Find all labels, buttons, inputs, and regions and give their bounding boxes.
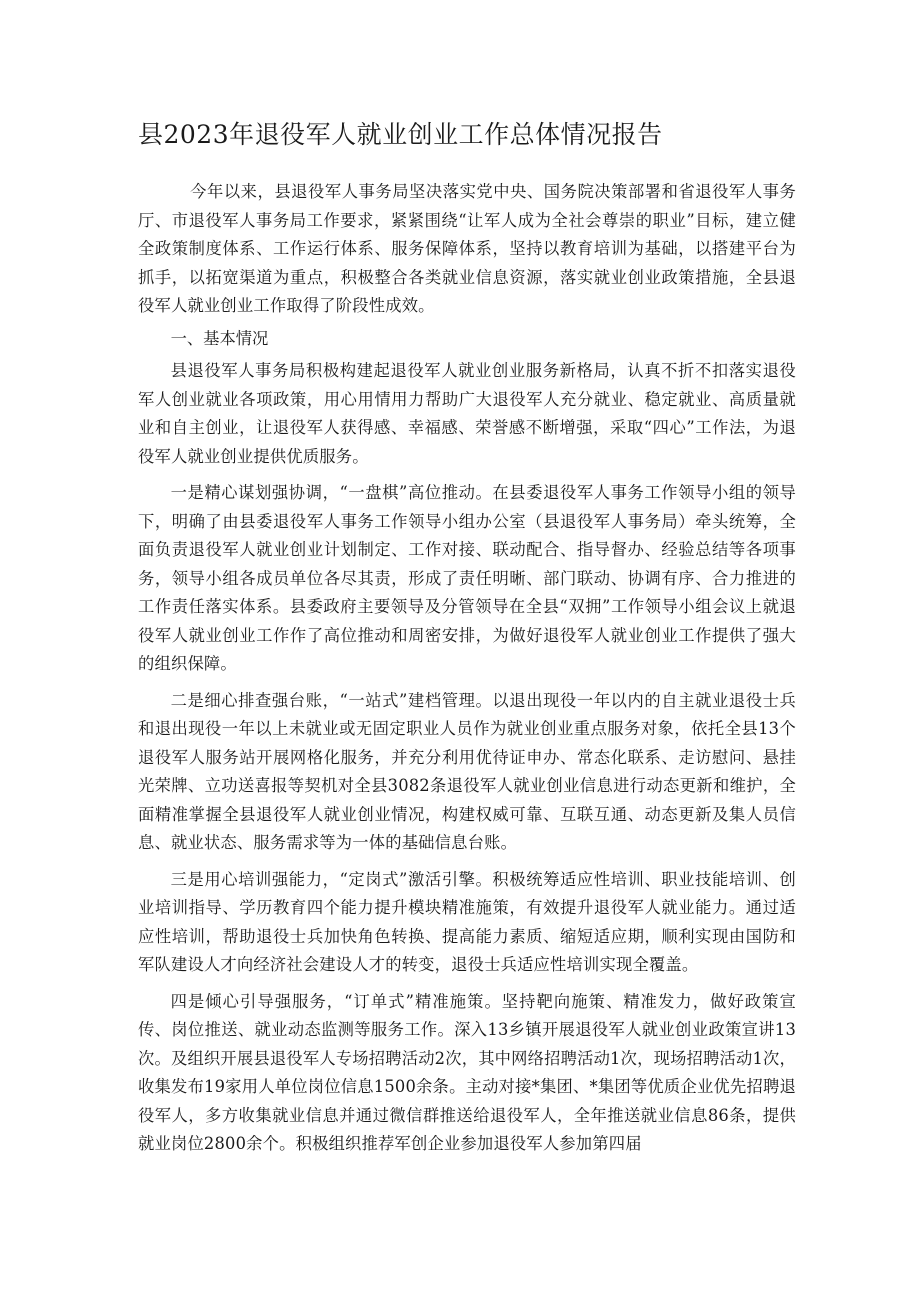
document-page [138,118,796,1159]
overview-paragraph: 县退役军人事务局积极构建起退役军人就业创业服务新格局，认真不折不扣落实退役军人创业就业各项政策，用心用情用力帮助广大退役军人充分就业、稳定就业、高质量就业和自主创业，让退役军人获得感、幸福感、荣誉感不断增强，采取“四心”工作法，为退役军人就业创业提供优质服务。 [138,361,796,466]
document-title: 县2023年退役军人就业创业工作总体情况报告 [138,120,663,149]
point-one-paragraph: 一是精心谋划强协调，“一盘棋”高位推动。在县委退役军人事务工作领导小组的领导下，明确了由县委退役军人事务工作领导小组办公室（县退役军人事务局）牵头统筹，全面负责退役军人就业创业计划制定、工作对接、联动配合、指导督办、经验总结等各项事务，领导小组各成员单位各尽其责，形成了责任明晰、部门联动、协调有序、合力推进的工作责任落实体系。县委政府主要领导及分管领导在全县“双拥”工作领导小组会议上就退役军人就业创业工作作了高位推动和周密安排，为做好退役军人就业创业工作提供了强大的组织保障。 [138,483,796,673]
section-heading-basic-situation: 一、基本情况 [170,328,269,348]
point-two-paragraph: 二是细心排查强台账，“一站式”建档管理。以退出现役一年以内的自主就业退役士兵和退出现役一年以上未就业或无固定职业人员作为就业创业重点服务对象，依托全县13个退役军人服务站开展网格化服务，并充分利用优待证申办、常态化联系、走访慰问、悬挂光荣牌、立功送喜报等契机对全县3082条退役军人就业创业信息进行动态更新和维护，全面精准掌握全县退役军人就业创业情况，构建权威可靠、互联互通、动态更新及集人员信息、就业状态、服务需求等为一体的基础信息台账。 [138,690,796,852]
point-four-paragraph: 四是倾心引导强服务，“订单式”精准施策。坚持靶向施策、精准发力，做好政策宣传、岗位推送、就业动态监测等服务工作。深入13乡镇开展退役军人就业创业政策宣讲13次。及组织开展县退役军人专场招聘活动2次，其中网络招聘活动1次，现场招聘活动1次，收集发布19家用人单位岗位信息1500余条。主动对接*集团、*集团等优质企业优先招聘退役军人，多方收集就业信息并通过微信群推送给退役军人，全年推送就业信息86条，提供就业岗位2800余个。积极组织推荐军创企业参加退役军人参加第四届 [138,991,796,1153]
point-three-paragraph: 三是用心培训强能力，“定岗式”激活引擎。积极统筹适应性培训、职业技能培训、创业培训指导、学历教育四个能力提升模块精准施策，有效提升退役军人就业能力。通过适应性培训，帮助退役士兵加快角色转换、提高能力素质、缩短适应期，顺利实现由国防和军队建设人才向经济社会建设人才的转变，退役士兵适应性培训实现全覆盖。 [138,869,796,974]
intro-paragraph: 今年以来，县退役军人事务局坚决落实党中央、国务院决策部署和省退役军人事务厅、市退役军人事务局工作要求，紧紧围绕“让军人成为全社会尊崇的职业”目标，建立健全政策制度体系、工作运行体系、服务保障体系，坚持以教育培训为基础，以搭建平台为抓手，以拓宽渠道为重点，积极整合各类就业信息资源，落实就业创业政策措施，全县退役军人就业创业工作取得了阶段性成效。 [138,182,796,315]
